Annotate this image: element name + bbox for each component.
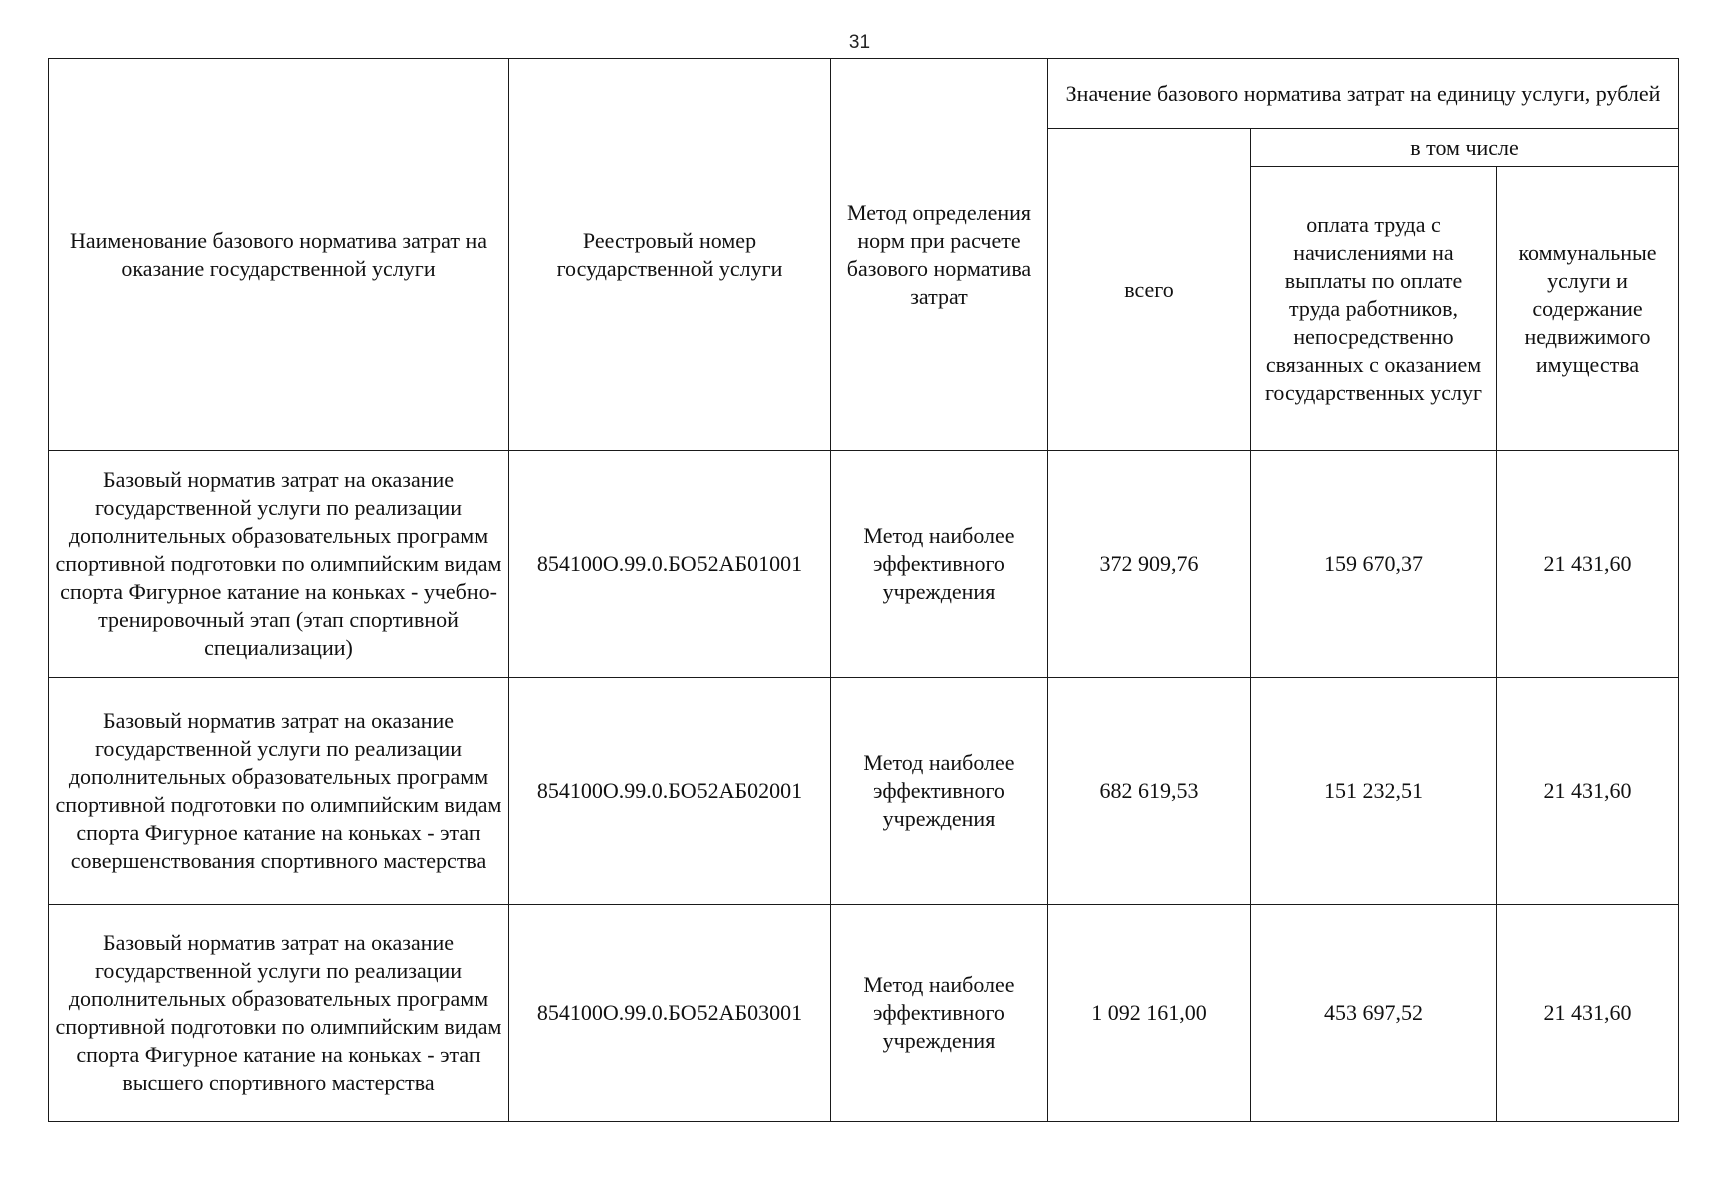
header-registry-number: Реестровый номер государственной услуги bbox=[509, 59, 831, 451]
row-method: Метод наиболее эффективного учреждения bbox=[831, 451, 1048, 678]
row-labor: 159 670,37 bbox=[1251, 451, 1497, 678]
row-name: Базовый норматив затрат на оказание государственной услуги по реализации дополнительных образовательных программ спортивной подготовки по олимпийским видам спорта Фигурное катание на коньках - учебно-тренировочный этап (этап спортивной специализации) bbox=[49, 451, 509, 678]
row-total: 372 909,76 bbox=[1048, 451, 1251, 678]
header-labor: оплата труда с начислениями на выплаты по оплате труда работников, непосредственно связанных с оказанием государственных услуг bbox=[1251, 167, 1497, 451]
header-name: Наименование базового норматива затрат на оказание государственной услуги bbox=[49, 59, 509, 451]
header-value-group: Значение базового норматива затрат на единицу услуги, рублей bbox=[1048, 59, 1679, 129]
table-row bbox=[49, 905, 1679, 1122]
row-utilities: 21 431,60 bbox=[1497, 678, 1679, 905]
header-method: Метод определения норм при расчете базового норматива затрат bbox=[831, 59, 1048, 451]
table-row bbox=[49, 678, 1679, 905]
header-utilities: коммунальные услуги и содержание недвижимого имущества bbox=[1497, 167, 1679, 451]
header-total: всего bbox=[1048, 129, 1251, 451]
row-total: 682 619,53 bbox=[1048, 678, 1251, 905]
row-labor: 453 697,52 bbox=[1251, 905, 1497, 1122]
row-registry-code: 854100О.99.0.БО52АБ03001 bbox=[509, 905, 831, 1122]
row-utilities: 21 431,60 bbox=[1497, 905, 1679, 1122]
table-row bbox=[49, 451, 1679, 678]
row-registry-code: 854100О.99.0.БО52АБ01001 bbox=[509, 451, 831, 678]
row-method: Метод наиболее эффективного учреждения bbox=[831, 678, 1048, 905]
row-labor: 151 232,51 bbox=[1251, 678, 1497, 905]
row-name: Базовый норматив затрат на оказание государственной услуги по реализации дополнительных образовательных программ спортивной подготовки по олимпийским видам спорта Фигурное катание на коньках - этап совершенствования спортивного мастерства bbox=[49, 678, 509, 905]
header-including: в том числе bbox=[1251, 129, 1679, 167]
row-method: Метод наиболее эффективного учреждения bbox=[831, 905, 1048, 1122]
row-total: 1 092 161,00 bbox=[1048, 905, 1251, 1122]
page-number: 31 bbox=[848, 32, 871, 53]
row-registry-code: 854100О.99.0.БО52АБ02001 bbox=[509, 678, 831, 905]
norms-table bbox=[48, 58, 1679, 1122]
row-utilities: 21 431,60 bbox=[1497, 451, 1679, 678]
row-name: Базовый норматив затрат на оказание государственной услуги по реализации дополнительных образовательных программ спортивной подготовки по олимпийским видам спорта Фигурное катание на коньках - этап высшего спортивного мастерства bbox=[49, 905, 509, 1122]
